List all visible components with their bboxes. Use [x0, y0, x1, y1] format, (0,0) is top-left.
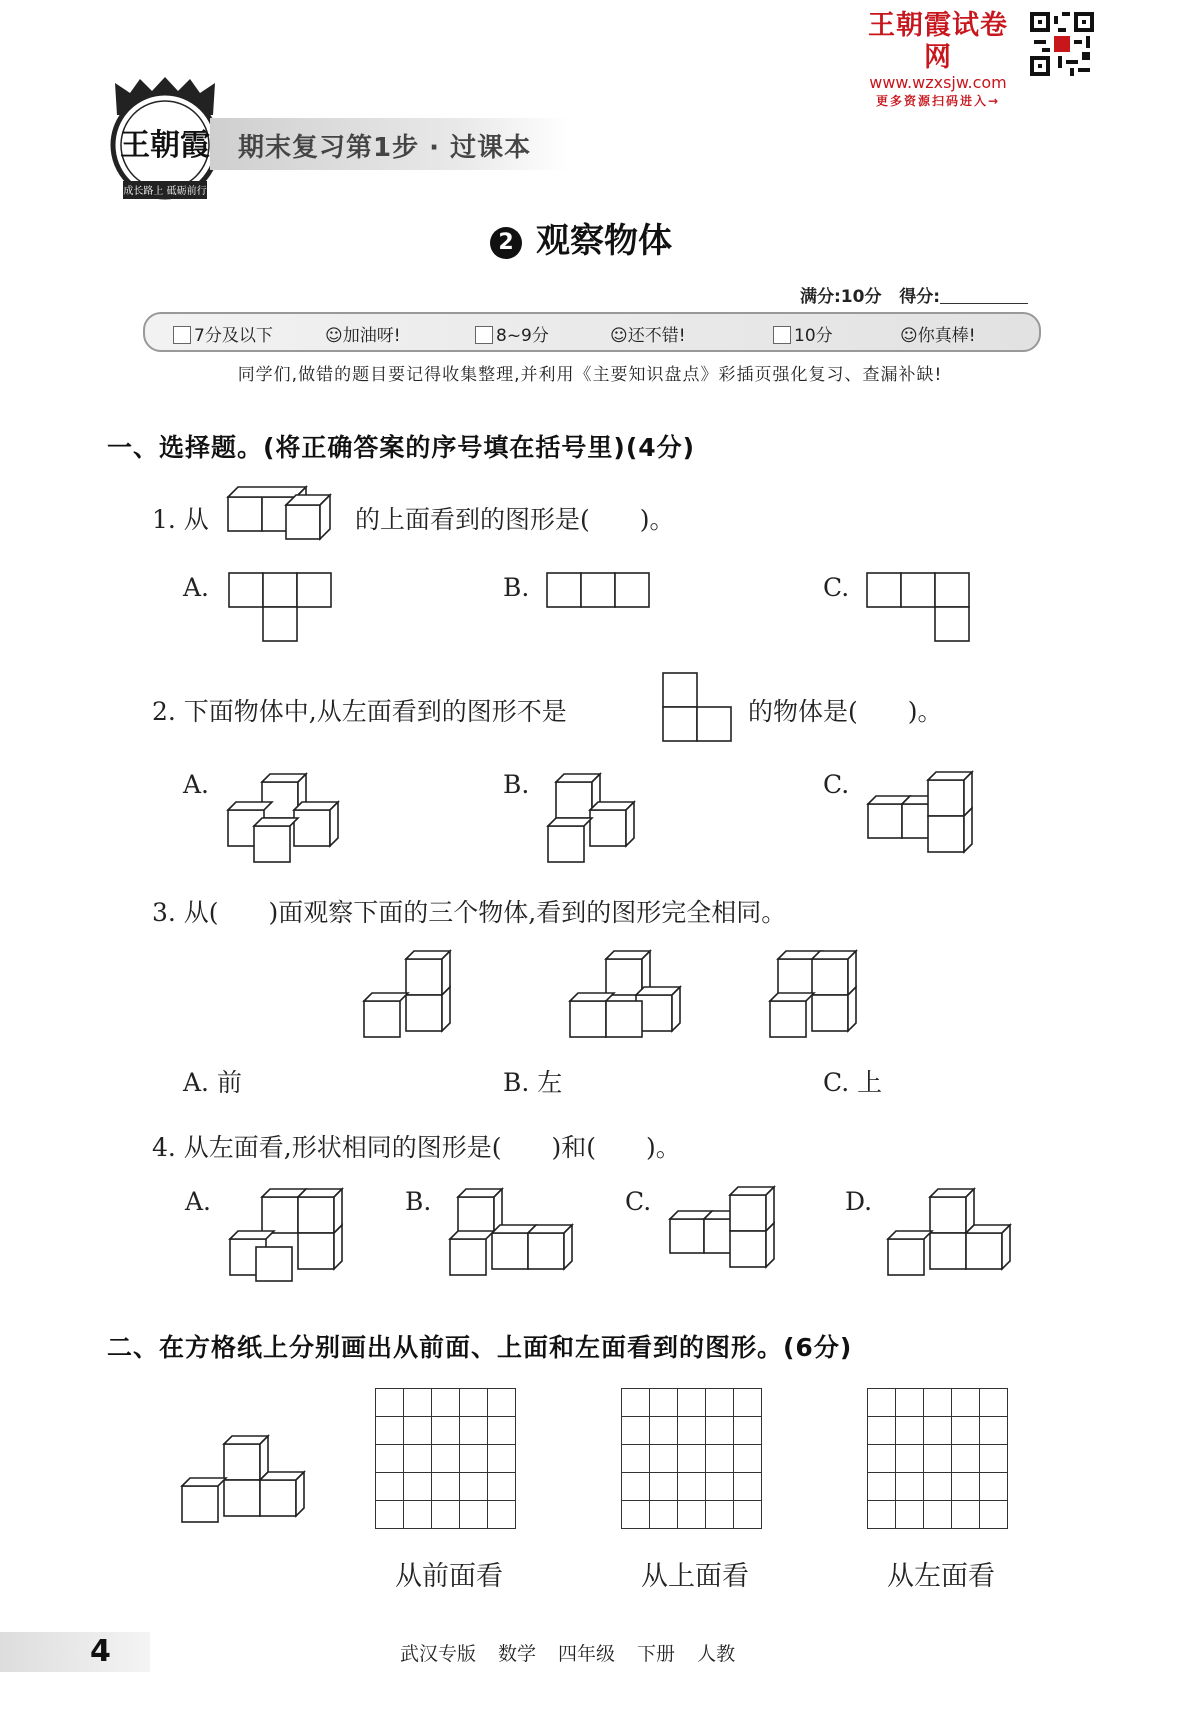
score-label: 得分: — [899, 287, 941, 307]
page-number: 4 — [90, 1634, 111, 1669]
wangzhaoxia-logo — [105, 75, 225, 205]
title-text: 观察物体 — [536, 221, 672, 261]
brand-slogan: 更多资源扫码进入→ — [875, 94, 1001, 108]
rating-mid[interactable]: 8~9分 — [475, 321, 549, 346]
smile-icon: ☺ — [325, 326, 343, 346]
q4-text[interactable]: 4. 从左面看,形状相同的图形是( )和( )。 — [152, 1133, 681, 1162]
brand-title: 王朝霞试卷网 — [868, 10, 1008, 73]
q1-option-b-label[interactable]: B. — [503, 573, 530, 602]
page-number-tab — [0, 1632, 150, 1672]
rating-low[interactable]: 7分及以下 — [173, 321, 273, 346]
q2-view-figure — [662, 672, 736, 744]
caption-left: 从左面看 — [887, 1561, 995, 1592]
checkbox-icon[interactable] — [475, 326, 493, 344]
q2-option-a-figure[interactable] — [226, 770, 346, 866]
q3-option-a[interactable]: A. 前 — [183, 1068, 242, 1097]
section2-heading: 二、在方格纸上分别画出从前面、上面和左面看到的图形。(6分) — [107, 1333, 853, 1362]
brand-url[interactable]: www.wzxsjw.com — [869, 73, 1007, 92]
q3-option-b[interactable]: B. 左 — [503, 1068, 563, 1097]
q4-option-a-figure[interactable] — [228, 1183, 348, 1283]
checkbox-icon[interactable] — [773, 326, 791, 344]
q1-option-a-label[interactable]: A. — [183, 573, 210, 602]
ribbon-text: 期末复习第1步 · 过课本 — [238, 133, 532, 163]
q2-option-c-figure[interactable] — [866, 770, 986, 866]
rating-bar — [143, 312, 1041, 352]
footer-meta: 武汉专版 数学 四年级 下册 人教 — [400, 1643, 736, 1665]
svg-text:王朝霞: 王朝霞 — [120, 128, 210, 163]
q4-option-c-figure[interactable] — [666, 1183, 796, 1283]
q4-option-b-label[interactable]: B. — [405, 1187, 432, 1216]
checkbox-icon[interactable] — [173, 326, 191, 344]
svg-text:成长路上 砥砺前行: 成长路上 砥砺前行 — [123, 186, 207, 197]
q3-object-1 — [360, 945, 460, 1041]
rating-high[interactable]: 10分 — [773, 321, 833, 346]
section1-heading: 一、选择题。(将正确答案的序号填在括号里)(4分) — [107, 433, 696, 462]
section-ribbon — [210, 118, 570, 170]
rating-high-face: ☺你真棒! — [900, 326, 976, 346]
smile-icon: ☺ — [610, 326, 628, 346]
brand-block — [858, 10, 1018, 110]
full-score: 满分:10分 — [800, 287, 882, 307]
qr-code-icon[interactable] — [1030, 12, 1094, 76]
q1-option-c-label[interactable]: C. — [823, 573, 850, 602]
q3-object-3 — [766, 945, 866, 1041]
q4-option-b-figure[interactable] — [446, 1183, 576, 1283]
rating-mid-face: ☺还不错! — [610, 326, 686, 346]
q2-option-a-label[interactable]: A. — [183, 770, 210, 799]
q2-prefix: 2. 下面物体中,从左面看到的图形不是 — [152, 697, 567, 726]
q1-suffix[interactable]: 的上面看到的图形是( )。 — [355, 505, 675, 534]
q4-option-c-label[interactable]: C. — [625, 1187, 652, 1216]
q4-option-d-label[interactable]: D. — [845, 1187, 873, 1216]
q4-option-a-label[interactable]: A. — [185, 1187, 212, 1216]
q1-prefix: 1. 从 — [152, 505, 209, 534]
q3-object-2 — [566, 945, 686, 1041]
rating-low-face: ☺加油呀! — [325, 326, 401, 346]
q1-option-c-figure[interactable] — [866, 572, 972, 644]
caption-front: 从前面看 — [395, 1561, 503, 1592]
title-number: 2 — [490, 227, 522, 259]
q2-suffix[interactable]: 的物体是( )。 — [748, 697, 943, 726]
caption-top: 从上面看 — [641, 1561, 749, 1592]
q2-option-b-figure[interactable] — [540, 770, 640, 866]
grid-front[interactable] — [375, 1388, 516, 1529]
q4-option-d-figure[interactable] — [884, 1183, 1014, 1283]
score-area — [800, 282, 1028, 307]
sec2-object-figure — [178, 1430, 308, 1530]
instruction-note: 同学们,做错的题目要记得收集整理,并利用《主要知识盘点》彩插页强化复习、查漏补缺! — [237, 365, 943, 385]
smile-icon: ☺ — [900, 326, 918, 346]
q1-option-a-figure[interactable] — [228, 572, 334, 644]
q1-option-b-figure[interactable] — [546, 572, 652, 610]
q3-option-c[interactable]: C. 上 — [823, 1068, 883, 1097]
grid-top[interactable] — [621, 1388, 762, 1529]
grid-left[interactable] — [867, 1388, 1008, 1529]
q2-option-b-label[interactable]: B. — [503, 770, 530, 799]
q3-text[interactable]: 3. 从( )面观察下面的三个物体,看到的图形完全相同。 — [152, 898, 787, 927]
score-input-line[interactable] — [940, 287, 1028, 304]
q2-option-c-label[interactable]: C. — [823, 770, 850, 799]
page-title — [490, 213, 672, 262]
q1-object-figure — [226, 485, 346, 545]
